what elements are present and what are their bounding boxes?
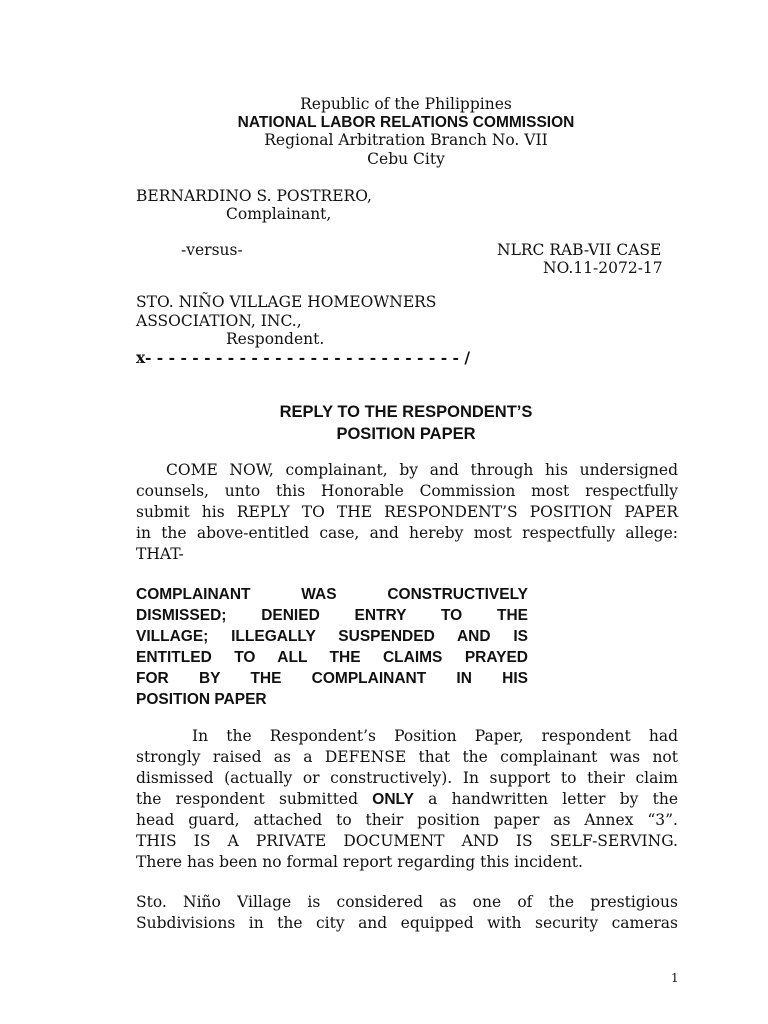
case-number-line2: NO.11-2072-17	[543, 259, 663, 277]
body-paragraph-2	[136, 892, 678, 934]
paragraph-line: In the Respondent’s Position Paper, respondent had	[192, 727, 678, 745]
emphasis-only: ONLY	[372, 791, 414, 808]
document-title-line1: REPLY TO THE RESPONDENT’S	[279, 403, 533, 421]
case-number-line1: NLRC RAB-VII CASE	[497, 241, 662, 259]
heading-line: VILLAGE; ILLEGALLY SUSPENDED AND IS	[136, 628, 528, 645]
paragraph-line: There has been no formal report regarding this incident.	[136, 853, 583, 871]
heading-line: COMPLAINANT WAS CONSTRUCTIVELY	[136, 586, 528, 603]
intro-paragraph	[136, 460, 678, 565]
heading-line: POSITION PAPER	[136, 691, 267, 708]
complainant-role: Complainant,	[226, 205, 332, 223]
heading-line: DISMISSED; DENIED ENTRY TO THE	[136, 607, 528, 624]
header-city: Cebu City	[367, 150, 445, 168]
intro-line: submit his REPLY TO THE RESPONDENT’S POSITION PAPER	[136, 503, 678, 521]
respondent-name-line1: STO. NIÑO VILLAGE HOMEOWNERS	[136, 293, 437, 311]
intro-line: counsels, unto this Honorable Commission most respectfully	[136, 482, 678, 500]
paragraph-text: a handwritten letter by the	[413, 790, 679, 808]
header-republic: Republic of the Philippines	[300, 95, 512, 113]
body-paragraph-1	[136, 726, 678, 873]
caption-separator: x- - - - - - - - - - - - - - - - - - - - - - - - - - - /	[136, 348, 471, 367]
paragraph-text: the respondent submitted	[136, 790, 373, 808]
intro-line: in the above-entitled case, and hereby most respectfully allege:	[136, 524, 678, 542]
paragraph-line-with-emphasis	[136, 789, 678, 810]
heading-line: ENTITLED TO ALL THE CLAIMS PRAYED	[136, 649, 528, 666]
respondent-role: Respondent.	[226, 330, 325, 348]
section-heading	[136, 584, 528, 710]
paragraph-line: THIS IS A PRIVATE DOCUMENT AND IS SELF-SERVING.	[136, 832, 678, 850]
heading-line: FOR BY THE COMPLAINANT IN HIS	[136, 670, 528, 687]
intro-line: THAT-	[136, 545, 184, 563]
paragraph-line: strongly raised as a DEFENSE that the complainant was not	[136, 748, 678, 766]
paragraph-line: Sto. Niño Village is considered as one of the prestigious	[136, 893, 678, 911]
complainant-name: BERNARDINO S. POSTRERO,	[136, 187, 372, 205]
intro-line: COME NOW, complainant, by and through his undersigned	[166, 461, 678, 479]
header-branch: Regional Arbitration Branch No. VII	[264, 131, 548, 149]
respondent-name-line2: ASSOCIATION, INC.,	[136, 312, 302, 330]
document-title-line2: POSITION PAPER	[336, 425, 476, 443]
header-commission: NATIONAL LABOR RELATIONS COMMISSION	[237, 114, 575, 131]
paragraph-line: Subdivisions in the city and equipped with security cameras	[136, 914, 678, 932]
paragraph-line: dismissed (actually or constructively). In support to their claim	[136, 769, 678, 787]
versus-label: -versus-	[181, 241, 243, 259]
paragraph-line: head guard, attached to their position paper as Annex “3”.	[136, 811, 678, 829]
page-number: 1	[671, 971, 679, 985]
